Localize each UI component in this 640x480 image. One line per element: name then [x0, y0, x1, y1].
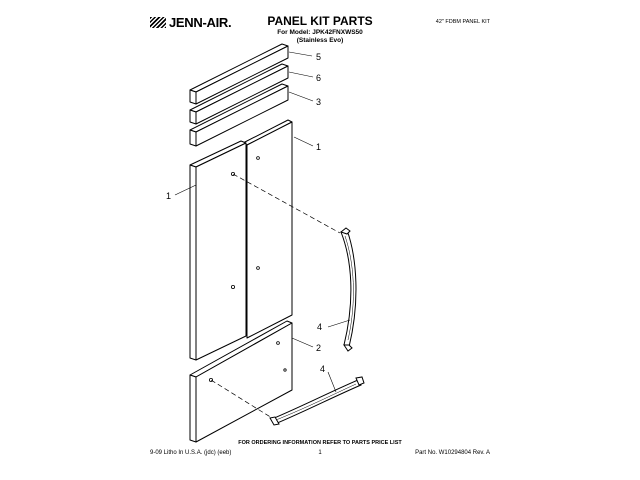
page-title: PANEL KIT PARTS [267, 14, 373, 28]
ordering-note: FOR ORDERING INFORMATION REFER TO PARTS PRICE LIST [238, 440, 402, 446]
litho-info: 9-09 Litho In U.S.A. (jdc) (eeb) [150, 450, 232, 456]
callout-2: 2 [316, 343, 322, 353]
callout-3: 3 [316, 97, 322, 107]
door-panel-right-part-1 [243, 120, 292, 338]
callout-4-lower: 4 [320, 364, 326, 374]
callout-1-right: 1 [316, 142, 322, 152]
kit-label: 42" FDBM PANEL KIT [435, 19, 490, 25]
callout-5: 5 [316, 52, 322, 62]
brand-name: JENN-AIR. [169, 15, 232, 30]
callout-6: 6 [316, 73, 322, 83]
model-line: For Model: JPK42FNXWS50 [277, 29, 363, 36]
callout-1-left: 1 [166, 191, 172, 201]
door-panel-left-part-1 [190, 141, 246, 360]
page-number: 1 [318, 450, 322, 456]
model-subtitle: (Stainless Evo) [296, 37, 344, 44]
door-handle-part-4-vertical [341, 228, 356, 351]
callout-4-upper: 4 [317, 322, 323, 332]
part-number: Part No. W10294804 Rev. A [415, 450, 490, 456]
